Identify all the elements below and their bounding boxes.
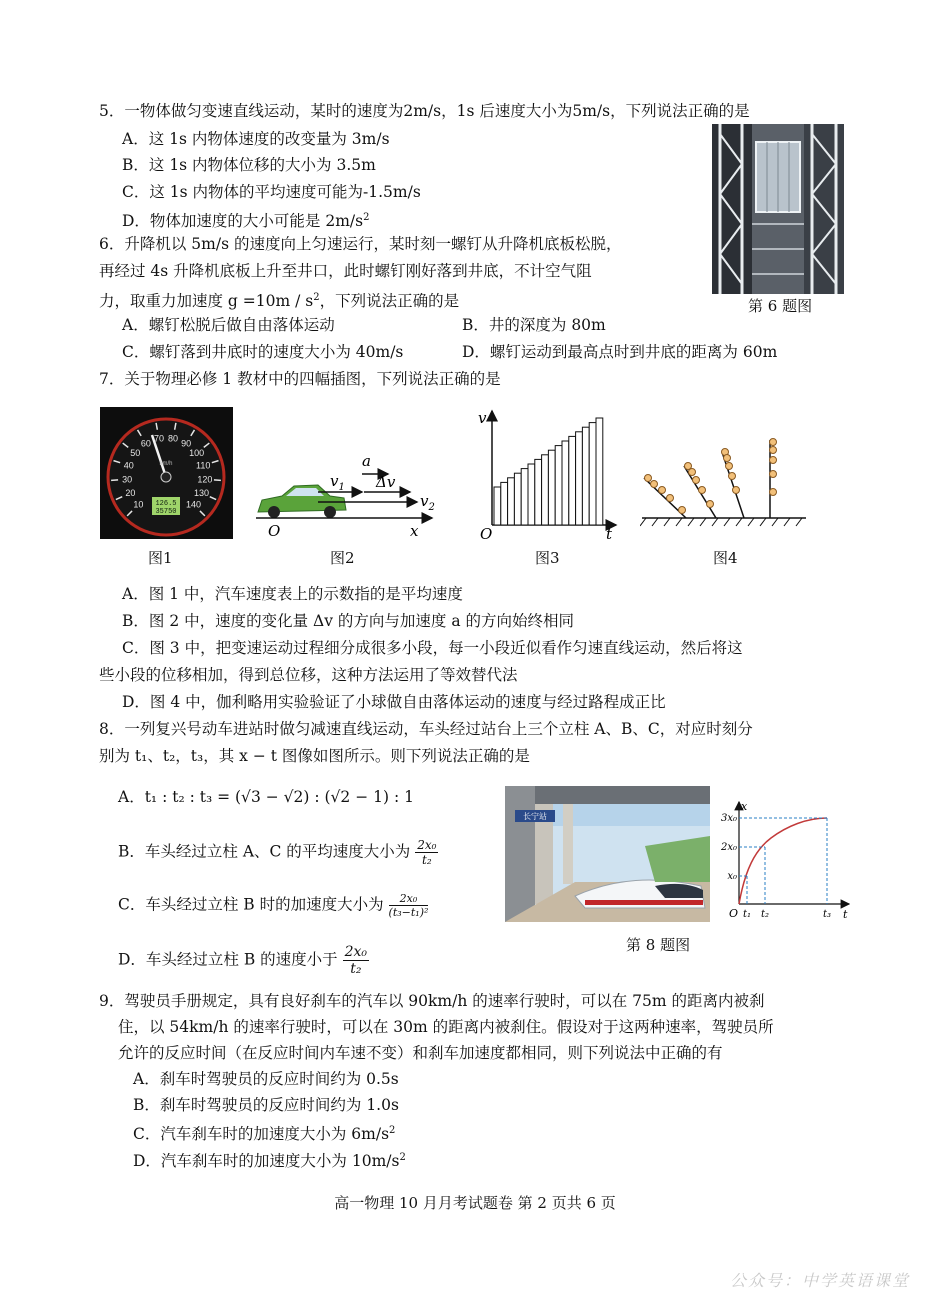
q5-option-d: D．物体加速度的大小可能是 $2m/s^2$ [122, 212, 370, 231]
fig2-origin-label: O [268, 522, 281, 540]
speedometer-tick-label: 120 [197, 474, 213, 485]
q5-stem: 5．一物体做匀变速直线运动，某时的速度为2m/s，1s 后速度大小为5m/s，下列说法正确的是 [99, 102, 750, 120]
fig2-dv-label: Δv [376, 473, 396, 491]
speedometer-tick-label: 40 [123, 460, 134, 471]
q5-option-c: C．这 1s 内物体的平均速度可能为-1.5m/s [122, 183, 421, 201]
speedometer-tick-label: 70 [153, 433, 164, 444]
step-bar [542, 455, 549, 525]
step-bar [548, 450, 555, 525]
q7-option-c-line2: 些小段的位移相加，得到总位移，这种方法运用了等效替代法 [99, 666, 518, 684]
speedometer-tick-label: 140 [186, 499, 202, 510]
q8-c-denominator: (t₃−t₁)² [388, 906, 429, 919]
fig3-label: 图3 [535, 549, 560, 567]
xt-t-axis-label: t [843, 908, 848, 921]
x-t-graph [715, 800, 855, 922]
q9-option-d: D．汽车刹车时的加速度大小为 $10m/s^2$ [133, 1152, 406, 1171]
q6-stem-line2: 再经过 4s 升降机底板上升至井口，此时螺钉刚好落到井底，不计空气阻 [99, 262, 592, 280]
q5-option-b: B．这 1s 内物体位移的大小为 3.5m [122, 156, 376, 174]
q6-option-d: D．螺钉运动到最高点时到井底的距离为 60m [462, 343, 778, 361]
q6-fig-caption: 第 6 题图 [748, 297, 813, 315]
xt-t2-label: t₂ [760, 909, 770, 920]
q6-stem-line1: 6．升降机以 5m/s 的速度向上匀速运行，某时刻一螺钉从升降机底板松脱， [99, 235, 622, 253]
step-bar [521, 469, 528, 525]
fig4-label: 图4 [713, 549, 738, 567]
speedometer-odometer: 126.5 [155, 500, 177, 508]
watermark: 公众号：中学英语课堂 [729, 1271, 910, 1290]
q7-option-b: B．图 2 中，速度的变化量 Δv 的方向与加速度 a 的方向始终相同 [122, 612, 575, 630]
q6-option-b: B．井的深度为 80m [462, 316, 606, 334]
page-footer: 高一物理 10 月月考试题卷 第 2 页共 6 页 [334, 1194, 616, 1212]
step-bar [494, 487, 501, 525]
q8-d-numerator: 2x₀ [344, 944, 368, 960]
step-bar [576, 432, 583, 525]
xt-y1-label: x₀ [727, 871, 737, 882]
q9-option-b: B．刹车时驾驶员的反应时间约为 1.0s [133, 1096, 399, 1114]
xt-origin-label: O [729, 907, 739, 920]
fig2-v2-label: $v_2$ [420, 492, 435, 513]
fig2-label: 图2 [330, 549, 355, 567]
q7-option-d: D．图 4 中，伽利略用实验验证了小球做自由落体运动的速度与经过路程成正比 [122, 693, 666, 711]
q7-option-a: A．图 1 中，汽车速度表上的示数指的是平均速度 [122, 585, 463, 603]
step-bar [535, 459, 542, 525]
fig2-v1-label: $v_1$ [330, 472, 345, 493]
fig3-v-label: v [478, 409, 487, 427]
q8-option-c: C．车头经过立柱 B 时的加速度大小为 $\frac{\text{2x₀}}{\text{(t₃−t₁)²}}$ [118, 892, 429, 919]
q8-b-numerator: 2x₀ [417, 838, 437, 852]
step-bar [555, 446, 562, 525]
speedometer-tick-label: 100 [189, 447, 205, 458]
elevator-photo [712, 124, 844, 294]
q9-stem-line2: 住，以 54km/h 的速率行驶时，可以在 30m 的距离内被刹住。假设对于这两种速率，驾驶员所 [118, 1018, 774, 1036]
step-velocity-graph [470, 407, 620, 542]
q8-b-denominator: t₂ [422, 853, 432, 867]
speedometer-trip: 35750 [155, 508, 177, 516]
speedometer-tick-label: 90 [181, 438, 192, 449]
step-bar [596, 418, 603, 525]
speedometer-tick-label: 60 [140, 438, 151, 449]
fig3-origin-label: O [480, 525, 493, 542]
speedometer-figure [100, 407, 233, 539]
q8-option-a: A．t₁ : t₂ : t₃ = (√3 − √2) : (√2 − 1) : 1 [118, 788, 414, 806]
speedometer-tick-label: 50 [130, 447, 141, 458]
q6-option-a: A．螺钉松脱后做自由落体运动 [122, 316, 335, 334]
speedometer-tick-label: 10 [133, 499, 144, 510]
q9-option-a: A．刹车时驾驶员的反应时间约为 0.5s [133, 1070, 399, 1088]
fig3-t-label: t [606, 525, 613, 542]
speedometer-tick-label: 110 [196, 460, 211, 471]
speedometer-tick-label: 30 [122, 474, 133, 485]
step-bar-group [494, 418, 603, 525]
q7-option-c-line1: C．图 3 中，把变速运动过程细分成很多小段，每一小段近似看作匀速直线运动，然后将这 [122, 639, 743, 657]
q8-fig-caption: 第 8 题图 [626, 936, 691, 954]
xt-t1-label: t₁ [742, 909, 752, 920]
speedometer-unit: km/h [159, 461, 173, 467]
step-bar [514, 473, 521, 525]
fig2-x-label: x [410, 522, 419, 540]
step-bar [582, 427, 589, 525]
q8-c-numerator: 2x₀ [389, 892, 429, 906]
q8-option-d: D．车头经过立柱 B 的速度小于 $\frac{\text{2x₀}}{\text{t₂}}$ [118, 944, 368, 977]
step-bar [528, 464, 535, 525]
q9-stem-line3: 允许的反应时间（在反应时间内车速不变）和刹车加速度都相同，则下列说法中正确的有 [118, 1044, 723, 1062]
q7-stem: 7．关于物理必修 1 教材中的四幅插图，下列说法正确的是 [99, 370, 501, 388]
q8-stem-line2: 别为 t₁、t₂，t₃，其 x − t 图像如图所示。则下列说法正确的是 [99, 747, 530, 765]
q8-option-b: B．车头经过立柱 A、C 的平均速度大小为 $\frac{\text{2x₀}}{\text{t₂}}$ [118, 838, 437, 867]
q9-stem-line1: 9．驾驶员手册规定，具有良好刹车的汽车以 90km/h 的速率行驶时，可以在 75m 的距离内被刹 [99, 992, 765, 1010]
fig2-a-label: a [362, 452, 371, 470]
station-sign: 长宁站 [523, 812, 547, 821]
xt-y2-label: 2x₀ [720, 842, 737, 853]
xt-t3-label: t₃ [822, 909, 832, 920]
q5-option-a: A．这 1s 内物体速度的改变量为 3m/s [122, 130, 390, 148]
speedometer-tick-label: 130 [194, 488, 210, 499]
car-vector-figure [252, 440, 442, 540]
q8-d-denominator: t₂ [350, 961, 362, 977]
step-bar [562, 441, 569, 525]
fig1-label: 图1 [148, 549, 173, 567]
q8-stem-line1: 8．一列复兴号动车进站时做匀减速直线运动，车头经过站台上三个立柱 A、B、C，对应时刻分 [99, 720, 753, 738]
xt-x-axis-label: x [741, 800, 748, 813]
q6-stem-line3: 力，取重力加速度 $g =10m / s^2$，下列说法正确的是 [99, 292, 460, 311]
x-t-curve [739, 818, 827, 904]
step-bar [501, 482, 508, 525]
step-bar [589, 423, 596, 525]
train-station-photo [505, 786, 710, 922]
xt-y3-label: 3x₀ [720, 813, 737, 824]
speedometer-tick-label: 80 [168, 433, 179, 444]
q9-option-c: C．汽车刹车时的加速度大小为 $6m/s^2$ [133, 1125, 396, 1144]
step-bar [508, 478, 515, 525]
speedometer-tick-label: 20 [125, 488, 136, 499]
step-bar [569, 436, 576, 525]
galileo-incline-figure [640, 432, 808, 532]
q6-option-c: C．螺钉落到井底时的速度大小为 40m/s [122, 343, 404, 361]
